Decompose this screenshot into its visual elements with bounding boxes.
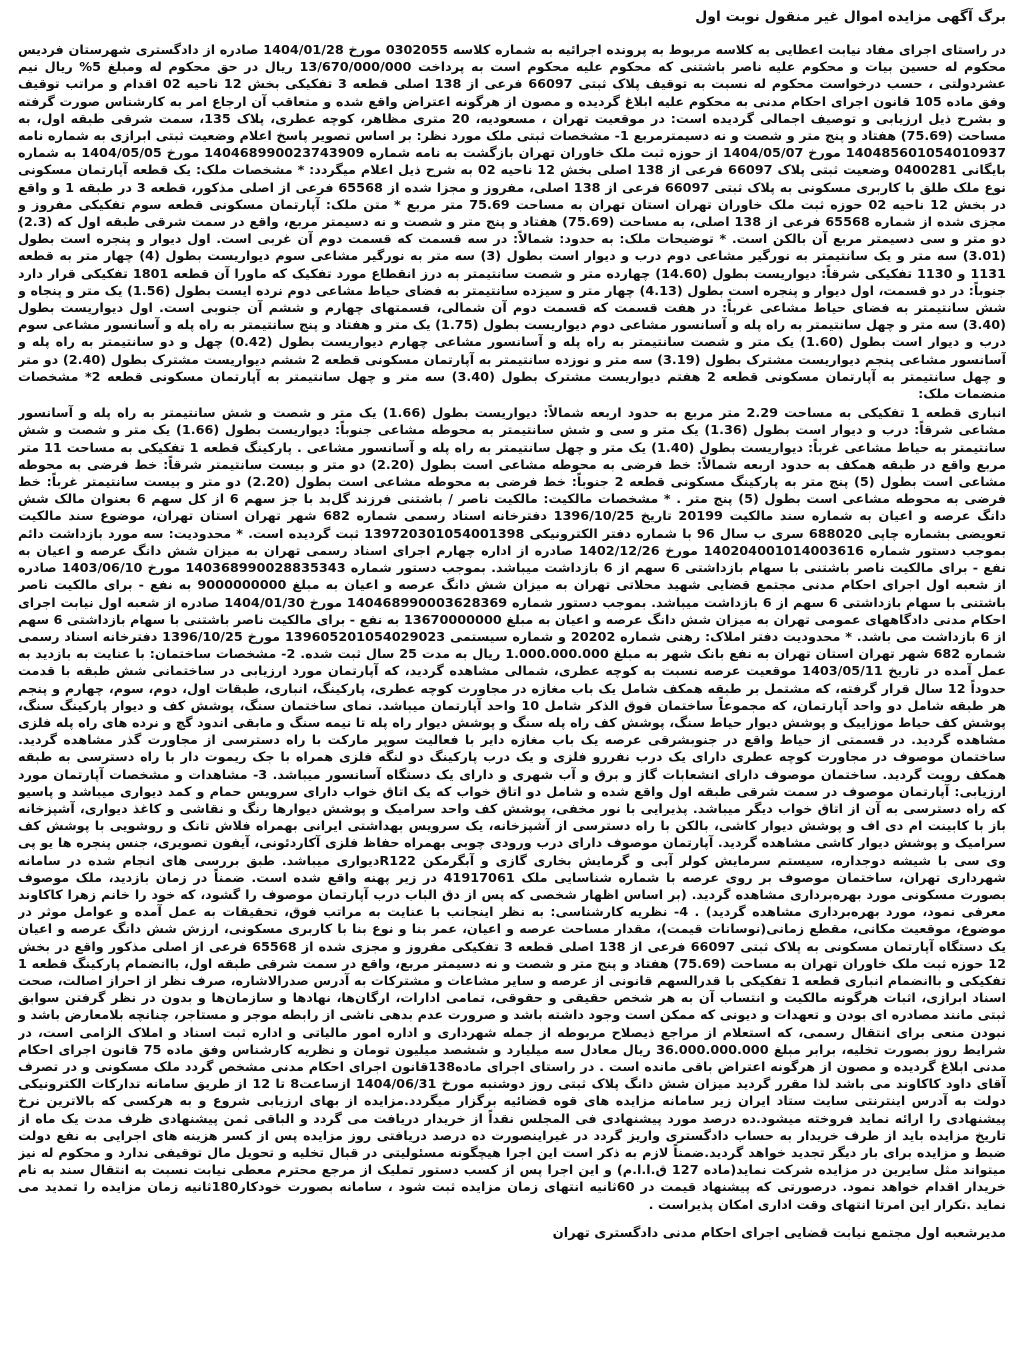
notice-title: برگ آگهی مزایده اموال غیر منقول نوبت اول	[695, 9, 1006, 25]
notice-paragraph: انباری قطعه 1 تفکیکی به مساحت 2.29 متر مربع به حدود اربعه شمالاً: دیواریست بطول (1.66) یک متر و شصت و شش سانتیمتر به راه پله و آسانسور مشاعی شرقاً: درب و دیوار است بطول (1.36) یک متر و سی و شش سانتیمتر به محوطه مشاعی جنوباً: دیواریست بطول (1.66) یک متر و شصت و شش سانتیمتر به حیاط مشاعی غرباً: دیواریست بطول (1.40) یک متر و چهل سانتیمتر به راه پله و آسانسور مشاعی . پارکینگ قطعه 1 تفکیکی به مساحت 11 متر مربع واقع در طبقه همکف به حدود اربعه شمالاً: خط فرضی به محوطه مشاعی است بطول (2.20) دو متر و بیست سانتیمتر شرقاً: خط فرضی به محوطه مشاعی است بطول (5) پنج متر به پارکینگ مسکونی قطعه 2 جنوباً: خط فرضی به محوطه مشاعی است بطول (2.20) دو متر و بیست سانتیمتر غرباً: خط فرضی به محوطه مشاعی است بطول (5) پنج متر . * مشخصات مالکیت: مالکیت ناصر / باشتنی فرزند گل‌بد با جز سهم 6 از کل سهم 6 بعنوان مالک شش دانگ عرصه و اعیان به شماره سند مالکیت 20199 تاریخ 1396/10/25 دفترخانه اسناد رسمی شماره 682 شهر تهران استان تهران، موضوع سند مالکیت تعویضی بشماره چاپی 688020 سری ب سال 96 با شماره دفتر الکترونیکی 139720301054001398 ثبت گردیده است. * محدودیت: سه مورد بازداشت دائم بموجب دستور شماره 140204001014003616 مورخ 1402/12/26 صادره از اداره چهارم اجرای اسناد رسمی تهران به میزان شش دانگ عرصه و اعیان به نفع - برای مالکیت ناصر باشتنی با سهام بازداشتی 6 سهم از 6 بازداشت میباشد. بموجب دستور شماره 140368990028835343 مورخ 1403/06/10 صادره از شعبه اول اجرای احکام مدنی مجتمع قضایی شهید محلاتی تهران به میزان شش دانگ عرصه و اعیان به مبلغ 9000000000 به نفع - برای مالکیت ناصر باشتنی با سهام بازداشتی 6 سهم از 6 بازداشت میباشد. بموجب دستور شماره 140468990003628369 مورخ 1404/01/30 صادره از شعبه اول نیابت اجرای احکام مدنی دادگاههای عمومی تهران به میزان شش دانگ عرصه و اعیان به مبلغ 13670000000 به نفع - برای مالکیت ناصر باشتنی با سهام بازداشتی 6 سهم از 6 بازداشت می باشد. * محدودیت دفتر املاک: رهنی شماره 20202 و شماره سیستمی 139605201054029023 مورخ 1396/10/25 دفترخانه اسناد رسمی شماره 682 شهر تهران استان تهران به نفع بانک شهر به مبلغ 1.000.000.000 ریال به مدت 25 سال ثبت شده. 2- مشخصات ساختمان: با عنایت به بازدید به عمل آمده در تاریخ 1403/05/11 موقعیت عرصه نسبت به کوچه عطری، شمالی مشاهده گردید، که آپارتمان مورد ارزیابی در ساختمانی شش طبقه با قدمت حدوداً 12 سال قرار گرفته، که مشتمل بر طبقه همکف شامل یک باب مغازه در مجاورت کوچه عطری، پارکینگ، انباری، طبقات اول، دوم، سوم، چهارم و پنجم هر طبقه شامل دو واحد آپارتمان، که مجموعاً ساختمان فوق الذکر شامل 10 واحد آپارتمان میباشد. نمای ساختمان سنگ، پوشش کف و دیوار پارکینگ سنگ، پوشش کف حیاط موزاییک و پوشش دیوار حیاط سنگ، پوشش کف راه پله سنگ و پوشش دیوار راه پله تا نیمه سنگ و مابقی اندود گچ و نرده های راه پله فلزی مشاهده گردید. در قسمتی از حیاط واقع در جنوبشرقی عرصه یک باب مغازه دایر با فعالیت سوپر مارکت با راه دسترسی از مجاورت گذر مشاهده گردید. ساختمان موصوف در مجاورت کوچه عطری دارای یک درب نفررو فلزی و یک درب پارکینگ دو لنگه فلزی همراه با جک ریموت دار با راه دسترسی به طبقه همکف رویت گردید. ساختمان موصوف دارای انشعابات گاز و برق و آب شهری و دارای یک دستگاه آسانسور میباشد. 3- مشاهدات و مشخصات آپارتمان مورد ارزیابی: آپارتمان موصوف در سمت شرقی طبقه اول واقع شده و شامل دو اتاق خواب که یک اتاق خواب دارای سرویس حمام و کمد دیواری میباشد و پاسیو که راه دسترسی به آن از اتاق خواب دیگر میباشد. پذیرایی با نور مخفی، پوشش کف واحد سرامیک و پوشش دیوارها رنگ و نقاشی و کاغذ دیواری، آشپزخانه باز با کابینت ام دی اف و پوشش دیوار کاشی، بالکن با راه دسترسی از آشپزخانه، یک سرویس بهداشتی ایرانی بهمراه فلاش تانک و روشویی با پوشش کف سرامیک و پوشش دیوار کاشی مشاهده گردید. آپارتمان موصوف دارای درب ورودی چوبی بهمراه حفاظ فلزی آکاردئونی، آیفون تصویری، جنس پنجره ها یو پی وی سی با شیشه دوجداره، سیستم سرمایش کولر آبی و گرمایش بخاری گازی و آبگرمکن R122دیواری میباشد. طبق بررسی های انجام شده در سامانه شهرداری تهران، ساختمان موصوف بر روی عرصه با شماره شناسایی ملک 41917061 در زیر پهنه واقع شده است. ضمناً در زمان بازدید، ملک موصوف بصورت مسکونی مورد بهره‌برداری مشاهده گردید. (بر اساس اظهار شخصی که پس از دق الباب درب آپارتمان موصوف را گشود، که خود را خانم زهرا کاکاوند معرفی نمود، مورد بهره‌برداری مشاهده گردید) . 4- نظریه کارشناسی: به نظر اینجانب با عنایت به مراتب فوق، تحقیقات به عمل آمده و عوامل موثر در موضوع، موقعیت مکانی، مقطع زمانی(نوسانات قیمت)، مقدار مساحت عرصه و اعیان، عمر بنا و نوع بنا با کاربری مسکونی، ارزش شش دانگ عرصه و اعیان یک دستگاه آپارتمان مسکونی به پلاک ثبتی 66097 فرعی از 138 اصلی قطعه 3 تفکیکی مفروز و مجزی شده از 65568 فرعی از اصلی مذکور واقع در بخش 12 حوزه ثبت ملک خاوران تهران به مساحت (75.69) هفتاد و پنج متر و شصت و نه دسیمتر مربع، واقع در سمت شرقی طبقه اول، باانضمام پارکینگ قطعه 1 تفکیکی و باانضمام انباری قطعه 1 تفکیکی با قدرالسهم قانونی از عرصه و سایر مشاعات و مشترکات به آدرس صدرالاشاره، صرف نظر از احراز اصالت، صحت اسناد ابرازی، اثبات هرگونه مالکیت و انتساب آن به هر شخص حقیقی و حقوقی، تمامی ادارات، ارگان‌ها، نهادها و سازمان‌ها و بدون در نظر گرفتن سوابق ثبتی مانند مصادره ای بودن و تعهدات و دیونی که ممکن است وجود داشته باشد و صرورت عدم بدهی ناشی از رابطه موجر و مستاجر، چنانچه بلامعارض باشد و نبودن منعی برای انتقال رسمی، که استعلام از مراجع ذیصلاح مربوطه از جمله شهرداری و اداره امور مالیاتی و اداره ثبت اسناد و املاک الزامی است، در شرایط روز بصورت تخلیه، برابر مبلغ 36.000.000.000 ریال معادل سه میلیارد و ششصد میلیون تومان و نظریه کارشناس وفق ماده 75 قانون اجرای احکام مدنی ابلاغ گردیده و مصون از هرگونه اعتراض باقی مانده است . در راستای اجرای ماده138قانون اجرای احکام مدنی مشخص گردد ملک مسکونی و در تصرف آقای داود کاکاوند می باشد لذا مقرر گردید میزان شش دانگ پلاک ثبتی روز دوشنبه مورخ 1404/06/31 ازساعت8 تا 12 از طریق سامانه تدارکات الکترونیکی دولت به آدرس اینترنتی سایت ستاد ایران زیر سامانه مزایده های قوه قضائیه برگزار میگردد.مزایده از بهای ارزیابی شروع و به هرکسی که بالاترین نرخ پیشنهادی را ارائه نماید فروخته میشود.ده درصد مورد پیشنهادی فی المجلس نقداً از خریدار دریافت می گردد و الباقی ثمن پیشنهادی ظرف مدت یک ماه از تاریخ مزایده باید از طرف خریدار به حساب دادگستری واریز گردد در غیراینصورت ده درصد دریافتی روز مزایده پس از کسر هزینه های اجرایی به نفع دولت ضبط و مزایده برای بار دیگر تجدید خواهد گردید.ضمناً لازم به ذکر است این اجرا هیچگونه مسئولیتی در قبال تخلیه و تحویل مال توقیفی ندارد و محکوم له نیز میتواند مثل سایرین در مزایده شرکت نماید(ماده 127 ق.ا.ا.م) و این اجرا پس از کسب دستور تملیک از مرجع محترم معطی نیابت نسبت به انتقال سند به نام خریدار اقدام خواهد نمود. درصورتی که پیشنهاد قیمت در 60ثانیه انتهای زمان مزایده ثبت شود ، سامانه بصورت خودکار180ثانیه زمان مزایده را تمدید می نماید .تکرار این امرتا انتهای وقت اداری امکان پذیراست .	[18, 406, 1006, 1213]
notice-signature: مدیرشعبه اول مجتمع نیابت قضایی اجرای احکام مدنی دادگستری تهران	[552, 1225, 1006, 1241]
notice-paragraph: در راستای اجرای مفاد نیابت اعطایی به کلاسه مربوط به پرونده اجرائیه به شماره کلاسه 0302055 مورخ 1404/01/28 صادره از دادگستری شهرستان فردیس محکوم له حسین بیات و محکوم علیه ناصر باشتنی که محکوم علیه محکوم است به پرداخت 13/670/000/000 ریال در حق محکوم له ومبلغ 5% ریال نیم عشردولتی ، حسب درخواست محکوم له نسبت به توقیف پلاک ثبتی 66097 فرعی از 138 اصلی قطعه 3 تفکیکی بخش 12 ناحیه 02 اقدام و مراتب توقیف وفق ماده 105 قانون اجرای احکام مدنی به محکوم علیه ابلاغ گردیده و مصون از هرگونه اعتراض واقع شده و متعاقب آن ارجاع امر به کارشناس صورت گرفته و بشرح ذیل ارزیابی و توصیف اجمالی گردیده است: در موقعیت تهران ، مسعودیه، 20 متری مظاهر، کوچه عطری، پلاک 135، سمت شرقی طبقه اول، به مساحت (75.69) هفتاد و پنج متر و شصت و نه دسیمترمربع 1- مشخصات ثبتی ملک مورد نظر: بر اساس تصویر پاسخ اعلام وضعیت ثبتی ابرازی به شماره نامه 140485601054010937 مورخ 1404/05/07 از حوزه ثبت ملک خاوران تهران بازگشت به نامه شماره 140468990023743909 مورخ 1404/05/05 به شماره بایگانی 0400281 وضعیت ثبتی پلاک 66097 فرعی از 138 اصلی بخش 12 ناحیه 02 به شرح ذیل اعلام میگردد: * مشخصات ملک: یک قطعه آپارتمان مسکونی نوع ملک طلق با کاربری مسکونی به پلاک ثبتی 66097 فرعی از 138 اصلی، مفروز و مجزا شده از 65568 فرعی از اصلی مذکور، قطعه 3 در طبقه 1 و واقع در بخش 12 ناحیه 02 حوزه ثبت ملک خاوران تهران استان تهران به مساحت 75.69 متر مربع * متن ملک: آپارتمان مسکونی قطعه سوم تفکیکی مفروز و مجزی شده از شماره 65568 فرعی از 138 اصلی، به مساحت (75.69) هفتاد و پنج متر و شصت و نه دسیمتر مربع، واقع در سمت شرقی طبقه اول که (2.3) دو متر و سی دسیمتر مربع آن بالکن است. * توضیحات ملک: به حدود: شمالاً: در سه قسمت که قسمت دوم آن غربی است. اول دیوار و پنجره است بطول (3.01) سه متر و یک سانتیمتر به نورگیر مشاعی دوم درب و دیوار است بطول (3) سه متر به نورگیر مشاعی سوم دیواریست بطول (4) چهار متر به قطعه 1131 و 1130 تفکیکی شرقاً: دیواریست بطول (14.60) چهارده متر و شصت سانتیمتر به درز انقطاع مورد تفکیک که ماورا آن قطعه 1801 تفکیکی قرار دارد جنوباً: در دو قسمت، اول دیوار و پنجره است بطول (4.13) چهار متر و سیزده سانتیمتر به فضای حیاط مشاعی دوم نرده ایست بطول (1.56) یک متر و پنجاه و شش سانتیمتر به فضای حیاط مشاعی غرباً: در هفت قسمت که قسمت دوم آن شمالی، قسمتهای چهارم و ششم آن جنوبی است. اول دیواریست بطول (3.40) سه متر و چهل سانتیمتر به راه پله و آسانسور مشاعی دوم دیواریست بطول (1.75) یک متر و هفتاد و پنج سانتیمتر به راه پله و آسانسور مشاعی سوم درب و دیوار است بطول (1.60) یک متر و شصت سانتیمتر به راه پله و آسانسور مشاعی چهارم دیواریست بطول (0.42) چهل و دو سانتیمتر به راه پله و آسانسور مشاعی پنجم دیواریست مشترک بطول (3.19) سه متر و نوزده سانتیمتر به آپارتمان مسکونی قطعه 2 ششم دیواریست مشترک بطول (2.40) دو متر و چهل سانتیمتر به آپارتمان مسکونی قطعه 2 هفتم دیواریست مشترک بطول (3.40) سه متر و چهل سانتیمتر به آپارتمان مسکونی قطعه 2* مشخصات منضمات ملک:	[18, 43, 1006, 403]
auction-notice	[18, 6, 1006, 1350]
